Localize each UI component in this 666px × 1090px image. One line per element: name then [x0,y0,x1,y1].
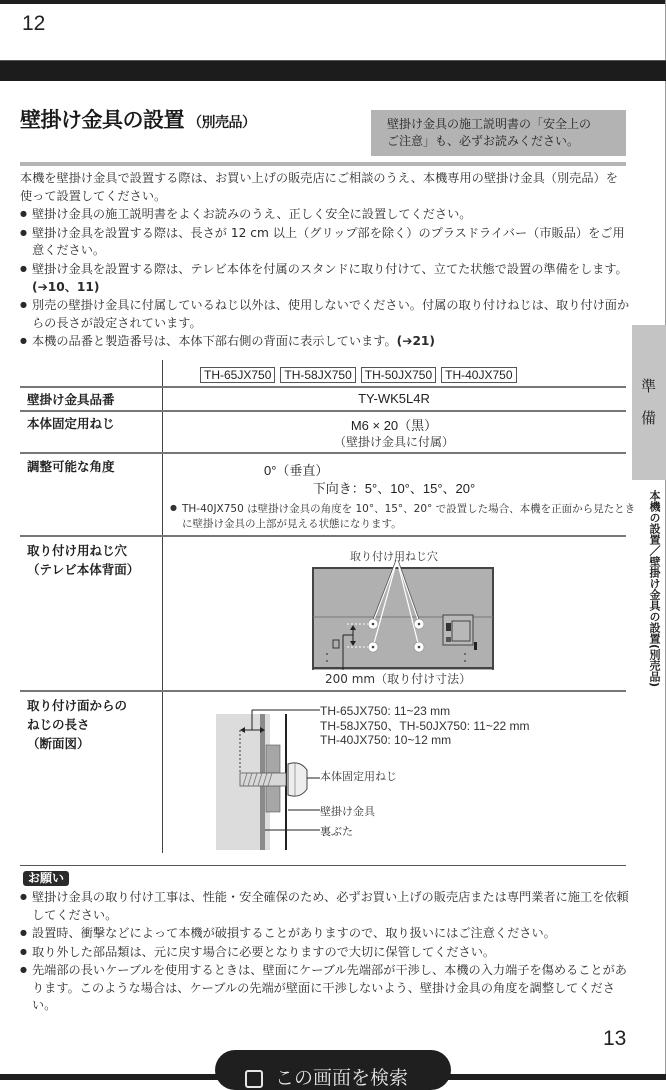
intro-bullet: ● 壁掛け金具の施工説明書をよくお読みのうえ、正しく安全に設置してください。 [20,205,630,224]
row-label-screw: 本体固定用ねじ [27,416,115,431]
chapter-tab-char: 準 [641,377,657,395]
model-tag: TH-50JX750 [361,367,436,383]
intro-lead: 本機を壁掛け金具で設置する際は、お買い上げの販売店にご相談のうえ、本機専用の壁掛け金具（別売品）を使って設置してください。 [20,171,618,203]
screw-spec-note: （壁掛け金具に付属） [333,435,454,449]
chapter-tab-char: 備 [641,409,657,427]
top-edge [0,0,666,4]
request-bullet: ● 壁掛け金具の取り付け工事は、性能・安全確保のため、必ずお買い上げの販売店または専門業者に施工を依頼してください。 [20,888,630,924]
screw-length-specs: TH-65JX750: 11~23 mm TH-58JX750、TH-50JX750: 11~22 mm TH-40JX750: 10~12 mm [320,704,530,747]
request-bullet: ● 設置時、衝撃などによって本機が破損することがありますので、取り扱いにはご注意ください。 [20,924,630,943]
search-screen-label: この画面を検索 [275,1067,409,1089]
request-notes [20,888,630,1015]
page-reference-link[interactable]: (➔21) [396,334,435,349]
safety-notice-box [371,110,626,156]
page-divider-band [0,60,666,81]
intro-bullet: ● 別売の壁掛け金具に付属しているねじ以外は、使用しないでください。付属の取り付けねじは、取り付け面からの長さが設定されています。 [20,296,630,332]
intro-bullet: ● 壁掛け金具を設置する際は、長さが 12 cm 以上（グリップ部を除く）のプラスドライバー（市販品）をご用意ください。 [20,224,630,260]
chapter-caption: 本機の設置／壁掛け金具の設置(別売品) [648,490,661,688]
intro-bullet: ● 壁掛け金具を設置する際は、テレビ本体を付属のスタンドに取り付けて、立てた状態で設置の準備をします。(➔10、11) [20,260,630,296]
search-screen-button[interactable] [215,1050,451,1090]
callout-fixing-screw: 本体固定用ねじ [320,770,397,783]
model-list [200,367,517,383]
cross-section-diagram [210,700,330,850]
angle-downward: 下向き：5°、10°、15°、20° [312,481,476,496]
mounting-dimension-label: 200 mm（取り付け寸法） [325,672,472,686]
title-rule [20,162,626,166]
request-bullet: ● 取り外した部品類は、元に戻す場合に必要となりますので大切に保管してください。 [20,943,630,962]
page-number-right: 13 [603,1027,627,1050]
callout-wall-bracket: 壁掛け金具 [320,805,375,818]
row-label-bracket-part: 壁掛け金具品番 [27,392,115,407]
page-reference-link[interactable]: (➔10、11) [32,279,100,294]
row-label-angle: 調整可能な角度 [27,459,115,474]
row-label-screw-length: 取り付け面からの ねじの長さ （断面図） [27,698,128,751]
section-title-main: 壁掛け金具の設置 [20,108,184,132]
screw-spec: M6 × 20（黒） [350,418,438,433]
page-number-left: 12 [22,12,46,35]
table-rule [20,690,626,692]
callout-back-cover: 裏ぶた [320,825,353,838]
row-label-screw-holes: 取り付け用ねじ穴 （テレビ本体背面） [27,543,140,577]
model-tag: TH-58JX750 [280,367,355,383]
table-rule [20,386,626,388]
chapter-tab[interactable] [632,325,666,480]
section-rule [20,865,626,866]
table-rule [20,410,626,412]
model-tag: TH-65JX750 [200,367,275,383]
request-badge: お願い [23,871,69,886]
section-title-sub: （別売品） [188,115,256,131]
request-bullet: ● 先端部の長いケーブルを使用するときは、壁面にケーブル先端部が干渉し、本機の入力端子を傷めることがあります。このような場合は、ケーブルの先端が壁面に干渉しないよう、壁掛け金具の角度を調整してください。 [20,961,630,1015]
screw-hole-label: 取り付け用ねじ穴 [350,550,438,563]
angle-note: ● TH-40JX750 は壁掛け金具の角度を 10°、15°、20° で設置した場合、本機を正面から見たときに壁掛け金具の上部が見える状態になります。 [170,500,637,532]
notice-line-2: ご注意」も、必ずお読みください。 [387,134,580,148]
table-rule [20,535,626,537]
section-title [20,104,256,134]
lens-icon [245,1070,263,1088]
intro-bullet: ● 本機の品番と製造番号は、本体下部右側の背面に表示しています。(➔21) [20,332,630,351]
notice-line-1: 壁掛け金具の施工説明書の「安全上の [387,117,592,131]
intro-text [20,170,630,351]
model-tag: TH-40JX750 [441,367,516,383]
table-column-divider [162,360,163,853]
angle-vertical: 0°（垂直） [264,463,329,478]
table-rule [20,452,626,454]
tv-back-diagram [300,560,500,670]
bracket-part-number: TY-WK5L4R [358,391,430,406]
